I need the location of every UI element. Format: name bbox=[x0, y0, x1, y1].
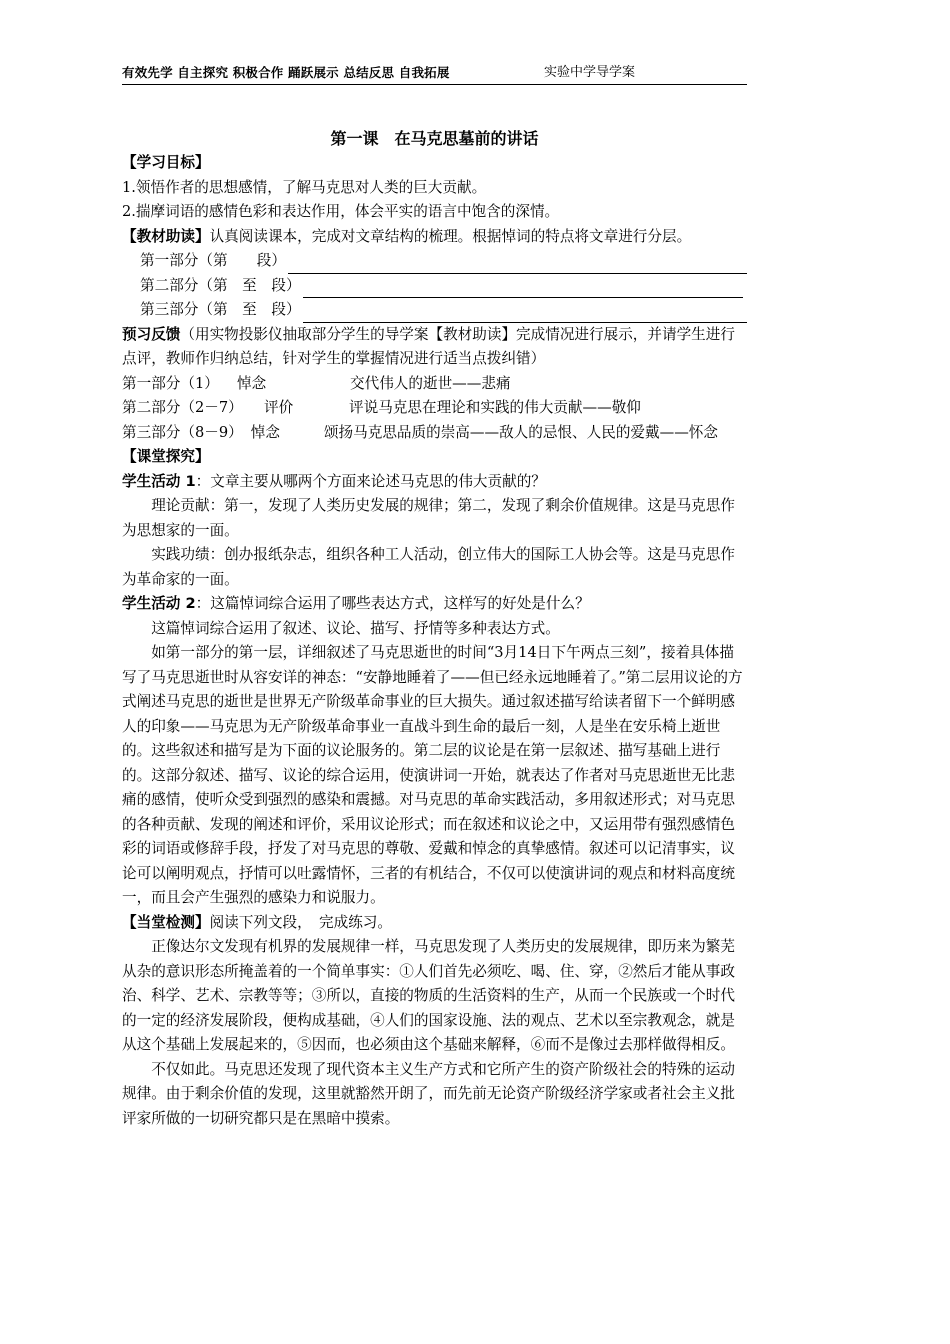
objectives-heading: 【学习目标】 bbox=[122, 154, 210, 171]
activity-2-question bbox=[122, 592, 747, 617]
feedback-part: 第一部分（1） bbox=[122, 374, 219, 392]
reading-passage: 不仅如此。马克思还发现了现代资本主义生产方式和它所产生的资产阶级社会的特殊的运动规律。由于剩余价值的发现，这里就豁然开朗了，而先前无论资产阶级经济学家或者社会主义批评家所做的一切研究都只是在黑暗中摸索。 bbox=[122, 1060, 735, 1127]
activity-2-question-text: ：这篇悼词综合运用了哪些表达方式，这样写的好处是什么？ bbox=[195, 595, 590, 612]
lesson-title: 第一课 在马克思墓前的讲话 bbox=[330, 129, 539, 148]
activity-1-answer: 理论贡献：第一，发现了人类历史发展的规律；第二，发现了剩余价值规律。这是马克思作为思想家的一面。 bbox=[122, 497, 735, 539]
test-paragraph bbox=[122, 911, 747, 936]
feedback-row bbox=[122, 396, 747, 421]
fill-line-part-3 bbox=[140, 298, 747, 323]
fill-line-part-2 bbox=[140, 274, 747, 299]
feedback-paragraph bbox=[122, 323, 747, 372]
page-header bbox=[122, 62, 747, 85]
guide-heading: 【教材助读】 bbox=[122, 227, 210, 245]
feedback-part: 第二部分（2－7） bbox=[122, 399, 243, 416]
feedback-desc: 评说马克思在理论和实践的伟大贡献——敬仰 bbox=[349, 399, 641, 416]
feedback-desc: 颂扬马克思品质的崇高——敌人的忌恨、人民的爱戴——怀念 bbox=[323, 423, 718, 441]
feedback-part: 第三部分（8－9） bbox=[122, 423, 243, 441]
activity-1-question bbox=[122, 470, 747, 495]
activity-1-label: 学生活动 1 bbox=[122, 472, 196, 490]
document-body bbox=[122, 151, 747, 1131]
guide-paragraph bbox=[122, 225, 747, 250]
answer-blank-1[interactable] bbox=[288, 256, 747, 274]
explore-heading: 【课堂探究】 bbox=[122, 448, 210, 465]
feedback-key: 悼念 bbox=[250, 423, 280, 441]
document-page bbox=[122, 62, 747, 1131]
header-school: 实验中学导学案 bbox=[544, 65, 636, 80]
activity-2-answer: 这篇悼词综合运用了叙述、议论、描写、抒情等多种表达方式。 bbox=[151, 619, 560, 637]
reading-passage: 正像达尔文发现有机界的发展规律一样，马克思发现了人类历史的发展规律，即历来为繁芜从杂的意识形态所掩盖着的一个简单事实：①人们首先必须吃、喝、住、穿，②然后才能从事政治、科学、艺术、宗教等等；③所以，直接的物质的生活资料的生产，从而一个民族或一个时代的一定的经济发展阶段，便构成基础，④人们的国家设施、法的观点、艺术以至宗教观念，就是从这个基础上发展起来的，⑤因而，也必须由这个基础来解释，⑥而不是像过去那样做得相反。 bbox=[122, 938, 735, 1053]
feedback-key: 悼念 bbox=[237, 374, 267, 392]
feedback-text: （用实物投影仪抽取部分学生的导学案【教材助读】完成情况进行展示，并请学生进行点评，教师作归纳总结，针对学生的掌握情况进行适当点拨纠错） bbox=[122, 325, 735, 367]
objective-item-1: 1.领悟作者的思想感情，了解马克思对人类的巨大贡献。 bbox=[122, 178, 487, 196]
answer-blank-2[interactable] bbox=[303, 280, 743, 298]
feedback-desc: 交代伟人的逝世——悲痛 bbox=[350, 374, 511, 392]
feedback-heading: 预习反馈 bbox=[122, 325, 181, 343]
objective-item-2: 2.揣摩词语的感情色彩和表达作用，体会平实的语言中饱含的深情。 bbox=[122, 203, 560, 220]
feedback-row bbox=[122, 421, 747, 446]
activity-1-answer: 实践功绩：创办报纸杂志，组织各种工人活动，创立伟大的国际工人协会等。这是马克思作为革命家的一面。 bbox=[122, 546, 735, 588]
header-slogan: 有效先学 自主探究 积极合作 踊跃展示 总结反思 自我拓展 bbox=[122, 65, 450, 80]
fill-label-part-2: 第二部分（第 至 段） bbox=[140, 276, 301, 294]
activity-1-question-text: ：文章主要从哪两个方面来论述马克思的伟大贡献的？ bbox=[195, 472, 546, 490]
fill-label-part-3: 第三部分（第 至 段） bbox=[140, 301, 301, 318]
activity-2-answer: 如第一部分的第一层，详细叙述了马克思逝世的时间“3月14日下午两点三刻”，接着具体描写了马克思逝世时从容安详的神态：“安静地睡着了——但已经永远地睡着了。”第二层用议论的方式阐述马克思的逝世是世界无产阶级革命事业的巨大损失。通过叙述描写给读者留下一个鲜明感人的印象——马克思为无产阶级革命事业一直战斗到生命的最后一刻，人是坐在安乐椅上逝世的。这些叙述和描写是为下面的议论服务的。第二层的议论是在第一层叙述、描写基础上进行的。这部分叙述、描写、议论的综合运用，使演讲词一开始，就表达了作者对马克思逝世无比悲痛的感情，使听众受到强烈的感染和震撼。对马克思的革命实践活动，多用叙述形式；对马克思的各种贡献、发现的阐述和评价，采用议论形式；而在叙述和议论之中，又运用带有强烈感情色彩的词语或修辞手段，抒发了对马克思的尊敬、爱戴和悼念的真挚感情。叙述可以记清事实，议论可以阐明观点，抒情可以吐露情怀，三者的有机结合，不仅可以使演讲词的观点和材料高度统一，而且会产生强烈的感染力和说服力。 bbox=[122, 644, 743, 906]
feedback-row bbox=[122, 372, 747, 397]
guide-text: 认真阅读课本，完成对文章结构的梳理。根据悼词的特点将文章进行分层。 bbox=[209, 227, 692, 245]
answer-blank-3[interactable] bbox=[303, 305, 747, 323]
fill-label-part-1: 第一部分（第 段） bbox=[140, 252, 286, 269]
test-heading: 【当堂检测】 bbox=[122, 913, 210, 931]
activity-2-label: 学生活动 2 bbox=[122, 595, 196, 612]
feedback-key: 评价 bbox=[264, 399, 294, 416]
fill-line-part-1 bbox=[140, 249, 747, 274]
test-text: 阅读下列文段， 完成练习。 bbox=[209, 913, 392, 931]
